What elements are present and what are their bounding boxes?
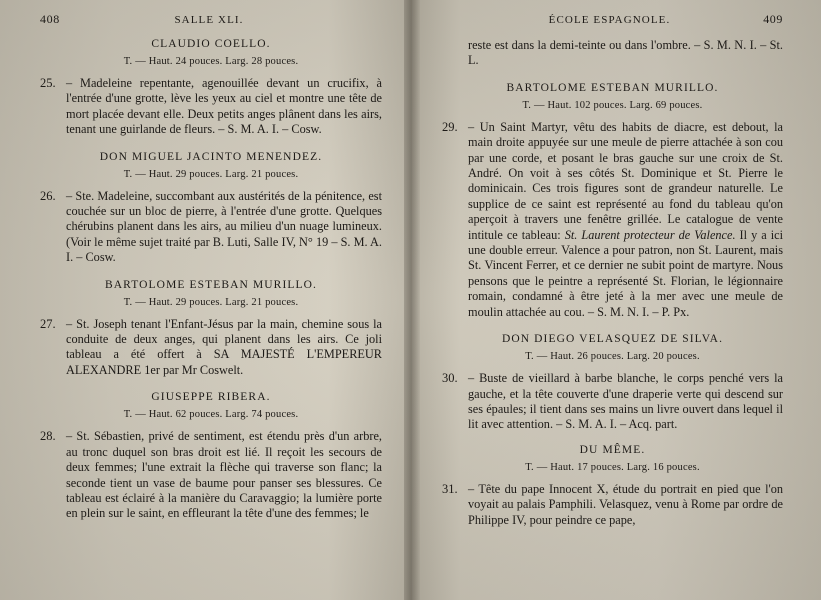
entry-number: 29. [442, 119, 458, 134]
entry-text: – Buste de vieillard à barbe blanche, le corps penché vers la gauche, et la tête couverte d'une draperie verte qui descend sur ses épaules; il tient dans ses mains un livre ouvert dans lequel il lit avec attention. – S. M. A. I. – Acq. part. [468, 371, 783, 432]
catalogue-entry [40, 317, 382, 379]
catalogue-entry [40, 429, 382, 521]
entry-text: – Tête du pape Innocent X, étude du portrait en pied que l'on voyait au palais Pamphili. Velasquez, venu à Rome par ordre de Philippe IV, pour peindre ce pape, [468, 481, 783, 527]
left-page-column [0, 0, 410, 600]
entry-text-part-2: Il y a ici une double erreur. Valence a pour patron, non St. Laurent, mais St. Vincent Ferrer, et ce dernier ne subit point de martyre. Nous pensons que le peintre a représenté St. Florian, le légionnaire romain, condamné à être jeté à la mer avec une meule de moulin attachée au cou. – S. M. N. I. – P. Px. [468, 227, 783, 319]
dimensions-line: T. — Haut. 29 pouces. Larg. 21 pouces. [123, 296, 299, 308]
entry-number: 26. [40, 188, 56, 203]
artist-heading: DON MIGUEL JACINTO MENENDEZ. [99, 150, 323, 163]
artist-heading: GIUSEPPE RIBERA. [151, 391, 271, 404]
right-folio-number: 409 [763, 12, 783, 26]
entry-number: 25. [40, 76, 56, 90]
right-page-column [412, 0, 821, 600]
dimensions-line: T. — Haut. 29 pouces. Larg. 21 pouces. [123, 168, 299, 180]
left-folio-number: 408 [40, 12, 60, 26]
artist-heading: BARTOLOME ESTEBAN MURILLO. [506, 81, 719, 94]
entry-text: – Ste. Madeleine, succombant aux austérités de la pénitence, est couchée sur un bloc de pierre, à l'entrée d'une grotte. Quelques chérubins planent dans les airs, au milieu d'un nuage lumineux. (Voir le même sujet traité par B. Luti, Salle IV, N° 19 – S. M. A. I. – Cosw. [66, 188, 382, 265]
catalogue-entry [442, 371, 783, 433]
entry-number: 27. [40, 316, 56, 331]
catalogue-entry [40, 76, 382, 138]
right-running-head [442, 12, 783, 24]
right-running-title: ÉCOLE ESPAGNOLE. [548, 14, 671, 26]
catalogue-entry [442, 482, 783, 528]
artist-heading: DON DIEGO VELASQUEZ DE SILVA. [501, 333, 724, 346]
dimensions-line: T. — Haut. 62 pouces. Larg. 74 pouces. [123, 409, 299, 421]
entry-text: – Madeleine repentante, agenouillée devant un crucifix, à l'entrée d'une grotte, lève les yeux au ciel et montre une tête de mort placée devant elle. Deux petits anges plânent dans les airs, tenant une guirlande de fleurs. – S. M. A. I. – Cosw. [66, 76, 382, 137]
artist-heading: DU MÊME. [579, 443, 646, 456]
entry-text [468, 120, 783, 320]
dimensions-line: T. — Haut. 24 pouces. Larg. 28 pouces. [123, 56, 299, 67]
entry-text: – St. Joseph tenant l'Enfant-Jésus par la main, chemine sous la conduite de deux anges, qui planent dans les airs. Ce joli tableau a été offert à SA MAJESTÉ L'EMPEREUR ALEXANDRE 1er par Mr Coswelt. [66, 316, 382, 377]
entry-number: 31. [442, 481, 458, 496]
dimensions-line: T. — Haut. 26 pouces. Larg. 20 pouces. [525, 351, 700, 363]
dimensions-line: T. — Haut. 17 pouces. Larg. 16 pouces. [525, 461, 700, 473]
catalogue-entry [40, 189, 382, 266]
dimensions-line: T. — Haut. 102 pouces. Larg. 69 pouces. [522, 99, 703, 111]
continuation-text: reste est dans la demi-teinte ou dans l'ombre. – S. M. N. I. – St. L. [468, 38, 783, 68]
entry-number: 28. [40, 429, 56, 444]
entry-text-part-1: – Un Saint Martyr, vêtu des habits de diacre, est debout, la main droite appuyée sur une meule de pierre attachée à son cou par une corde, et posant le bras gauche sur une croix de St. André. On voit à ses côtés St. Dominique et St. Pierre le dominicain. Ces trois figures sont de grandeur naturelle. Le supplice de ce saint est représenté au fond du tableau qu'on aperçoit à travers une fenêtre grillée. Le catalogue de vente intitule ce tableau: [468, 119, 783, 242]
left-running-title: SALLE XLI. [174, 14, 244, 26]
left-running-head [40, 12, 382, 24]
catalogue-entry [442, 120, 783, 320]
entry-text-italic-title: St. Laurent protecteur de Valence. [564, 227, 736, 242]
artist-heading: CLAUDIO COELLO. [151, 38, 271, 50]
artist-heading: BARTOLOME ESTEBAN MURILLO. [104, 278, 318, 291]
entry-text: – St. Sébastien, privé de sentiment, est étendu près d'un arbre, au tronc duquel son bras droit est lié. Il reçoit les secours de deux femmes; l'une extrait la flèche qui traverse son flanc; la seconde tient un vase de baume pour panser ses blessures. Ce tableau est éclairé à la manière du Caravaggio; la lumière porte en plein sur le saint, en effleurant la tête d'une des femmes; le [66, 429, 382, 521]
entry-number: 30. [442, 371, 458, 386]
